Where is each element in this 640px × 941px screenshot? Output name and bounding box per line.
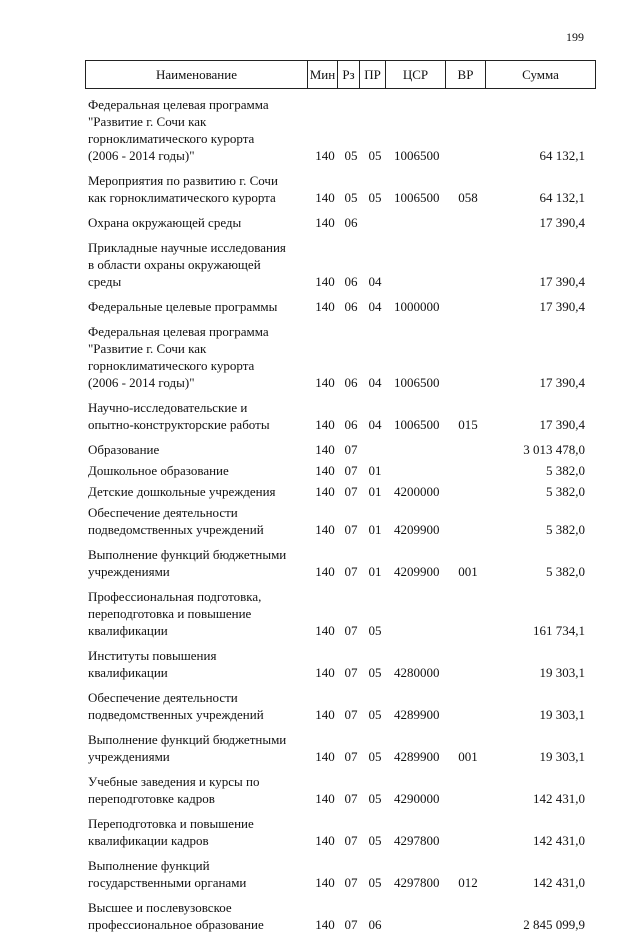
row-name-line: Выполнение функций бюджетными [88,547,287,562]
row-min: 140 [315,417,335,432]
table-row [85,214,595,231]
row-sum: 2 845 099,9 [523,917,585,932]
row-name-line: учреждениями [88,564,170,579]
row-csr: 4297800 [394,833,440,848]
table-row [85,773,595,807]
header-name: Наименование [86,61,308,89]
header-vr: ВР [446,61,486,89]
row-name-line: горноклиматического курорта [88,131,255,146]
row-rz: 06 [344,299,358,314]
row-csr: 4290000 [394,791,440,806]
table-row [85,96,595,164]
row-pr: 01 [368,463,382,478]
header-pr: ПР [360,61,386,89]
row-min: 140 [315,522,335,537]
row-rz: 07 [344,623,358,638]
row-csr: 1006500 [394,375,440,390]
row-sum: 64 132,1 [539,148,585,163]
row-name-line: Профессиональная подготовка, [88,589,262,604]
row-csr: 4209900 [394,564,440,579]
row-name [85,546,310,580]
row-rz: 07 [344,875,358,890]
row-name-line: государственными органами [88,875,247,890]
row-name [85,899,310,933]
row-name-line: Дошкольное образование [88,463,229,478]
row-sum: 64 132,1 [539,190,585,205]
row-rz: 06 [344,375,358,390]
row-name-line: Институты повышения [88,648,217,663]
row-pr: 05 [368,791,382,806]
row-name [85,298,310,315]
row-rz: 07 [344,484,358,499]
row-min: 140 [315,917,335,932]
row-sum: 17 390,4 [539,417,585,432]
row-min: 140 [315,463,335,478]
row-pr: 04 [368,417,382,432]
row-name-line: Учебные заведения и курсы по [88,774,260,789]
row-name-line: Образование [88,442,160,457]
row-csr: 4209900 [394,522,440,537]
row-name-line: подведомственных учреждений [88,522,264,537]
table-row [85,504,595,538]
table-row [85,546,595,580]
header-csr: ЦСР [386,61,446,89]
table-row [85,483,595,500]
row-pr: 01 [368,484,382,499]
table-row [85,399,595,433]
table-row [85,647,595,681]
row-min: 140 [315,299,335,314]
row-rz: 07 [344,564,358,579]
row-min: 140 [315,190,335,205]
row-name-line: опытно-конструкторские работы [88,417,270,432]
row-vr: 058 [458,190,478,205]
row-rz: 07 [344,665,358,680]
table-row [85,172,595,206]
row-min: 140 [315,791,335,806]
row-pr: 05 [368,623,382,638]
row-rz: 05 [344,148,358,163]
row-name [85,773,310,807]
row-name [85,462,310,479]
row-sum: 161 734,1 [533,623,585,638]
row-csr: 1006500 [394,417,440,432]
row-min: 140 [315,215,335,230]
row-name-line: квалификации кадров [88,833,209,848]
row-name-line: Федеральные целевые программы [88,299,278,314]
table-row [85,588,595,639]
row-name-line: среды [88,274,122,289]
row-name [85,172,310,206]
row-name-line: Выполнение функций [88,858,210,873]
header-rz: Рз [338,61,360,89]
row-csr: 4297800 [394,875,440,890]
table-header [85,60,596,89]
row-csr: 4200000 [394,484,440,499]
row-sum: 17 390,4 [539,375,585,390]
row-sum: 142 431,0 [533,833,585,848]
row-name-line: Обеспечение деятельности [88,505,238,520]
row-name-line: Федеральная целевая программа [88,324,269,339]
row-csr: 4289900 [394,707,440,722]
row-pr: 05 [368,665,382,680]
row-name-line: Научно-исследовательские и [88,400,248,415]
row-name-line: квалификации [88,623,168,638]
row-pr: 05 [368,190,382,205]
row-min: 140 [315,148,335,163]
row-name-line: Прикладные научные исследования [88,240,286,255]
row-sum: 17 390,4 [539,299,585,314]
row-name [85,857,310,891]
row-rz: 06 [344,274,358,289]
row-name-line: как горноклиматического курорта [88,190,276,205]
table-row [85,731,595,765]
row-sum: 142 431,0 [533,791,585,806]
row-rz: 07 [344,442,358,457]
table-body [85,96,595,941]
row-name-line: Высшее и послевузовское [88,900,232,915]
table-row [85,857,595,891]
row-name-line: Переподготовка и повышение [88,816,254,831]
row-name-line: Мероприятия по развитию г. Сочи [88,173,278,188]
row-pr: 04 [368,274,382,289]
row-pr: 05 [368,148,382,163]
row-name [85,323,310,391]
row-name [85,399,310,433]
row-vr: 015 [458,417,478,432]
row-rz: 05 [344,190,358,205]
row-rz: 06 [344,215,358,230]
table-row [85,899,595,933]
row-rz: 07 [344,917,358,932]
row-name [85,731,310,765]
row-pr: 04 [368,299,382,314]
row-sum: 19 303,1 [539,749,585,764]
row-rz: 07 [344,833,358,848]
table-row [85,815,595,849]
row-sum: 19 303,1 [539,707,585,722]
row-vr: 001 [458,749,478,764]
row-min: 140 [315,875,335,890]
row-name [85,588,310,639]
row-name [85,647,310,681]
row-name-line: горноклиматического курорта [88,358,255,373]
row-rz: 07 [344,749,358,764]
row-name [85,96,310,164]
row-name [85,689,310,723]
page-number: 199 [566,30,584,44]
row-name-line: Федеральная целевая программа [88,97,269,112]
row-name-line: Выполнение функций бюджетными [88,732,287,747]
row-rz: 07 [344,522,358,537]
row-pr: 05 [368,875,382,890]
row-sum: 5 382,0 [546,484,585,499]
row-rz: 07 [344,707,358,722]
row-csr: 1006500 [394,148,440,163]
row-name-line: (2006 - 2014 годы)" [88,375,195,390]
row-name-line: переподготовка и повышение [88,606,252,621]
row-name-line: в области охраны окружающей [88,257,261,272]
row-vr: 012 [458,875,478,890]
row-pr: 05 [368,707,382,722]
row-sum: 5 382,0 [546,522,585,537]
row-min: 140 [315,375,335,390]
row-name [85,815,310,849]
row-min: 140 [315,274,335,289]
row-sum: 19 303,1 [539,665,585,680]
row-vr: 001 [458,564,478,579]
table-row [85,441,595,458]
row-name-line: подведомственных учреждений [88,707,264,722]
header-min: Мин [308,61,338,89]
row-sum: 142 431,0 [533,875,585,890]
row-name-line: "Развитие г. Сочи как [88,114,207,129]
table-row [85,323,595,391]
row-sum: 17 390,4 [539,215,585,230]
row-pr: 05 [368,749,382,764]
row-csr: 1006500 [394,190,440,205]
row-csr: 1000000 [394,299,440,314]
row-sum: 5 382,0 [546,564,585,579]
row-name [85,239,310,290]
row-sum: 5 382,0 [546,463,585,478]
row-pr: 06 [368,917,382,932]
row-rz: 07 [344,791,358,806]
row-name-line: профессиональное образование [88,917,264,932]
row-min: 140 [315,484,335,499]
header-sum: Сумма [486,61,596,89]
row-min: 140 [315,442,335,457]
row-pr: 04 [368,375,382,390]
row-name [85,441,310,458]
row-name-line: (2006 - 2014 годы)" [88,148,195,163]
row-pr: 01 [368,564,382,579]
row-name-line: Обеспечение деятельности [88,690,238,705]
table-row [85,689,595,723]
row-min: 140 [315,623,335,638]
row-rz: 07 [344,463,358,478]
row-name [85,214,310,231]
row-pr: 05 [368,833,382,848]
row-name-line: Детские дошкольные учреждения [88,484,276,499]
row-name-line: переподготовке кадров [88,791,215,806]
row-min: 140 [315,665,335,680]
row-name-line: квалификации [88,665,168,680]
row-name-line: "Развитие г. Сочи как [88,341,207,356]
row-name [85,504,310,538]
row-csr: 4280000 [394,665,440,680]
row-min: 140 [315,749,335,764]
row-min: 140 [315,707,335,722]
row-min: 140 [315,833,335,848]
table-row [85,462,595,479]
row-name-line: Охрана окружающей среды [88,215,242,230]
row-rz: 06 [344,417,358,432]
row-sum: 3 013 478,0 [523,442,585,457]
row-name [85,483,310,500]
row-pr: 01 [368,522,382,537]
row-csr: 4289900 [394,749,440,764]
row-name-line: учреждениями [88,749,170,764]
table-row [85,239,595,290]
table-row [85,298,595,315]
row-min: 140 [315,564,335,579]
row-sum: 17 390,4 [539,274,585,289]
